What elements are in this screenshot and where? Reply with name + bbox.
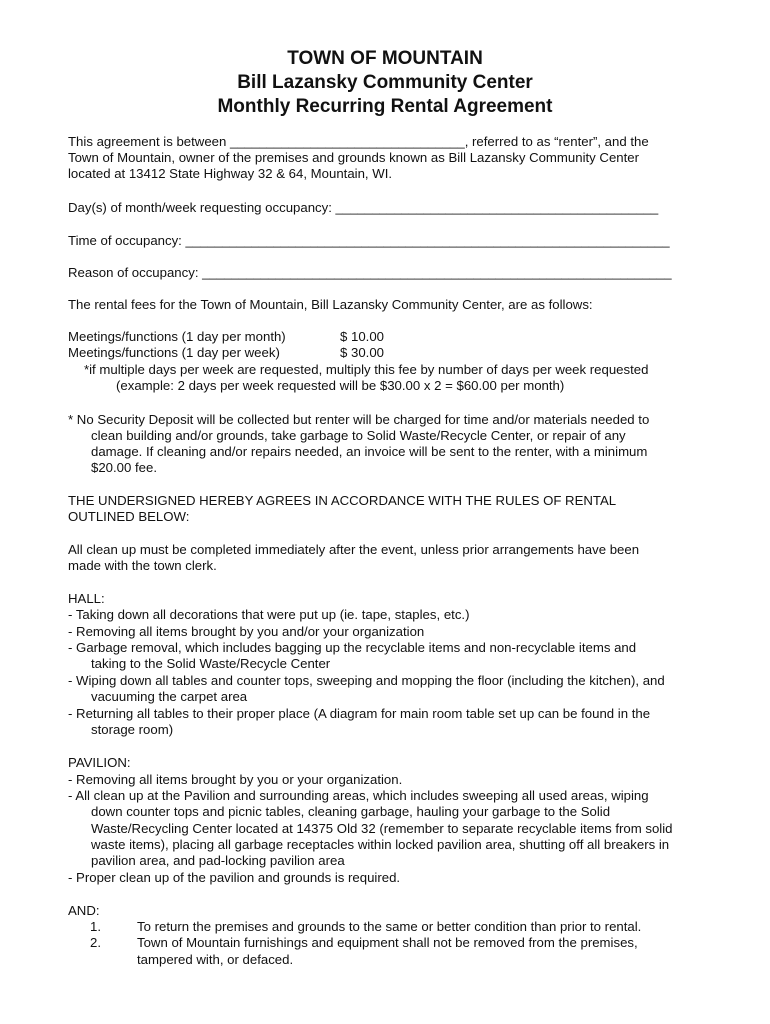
- intro-line: located at 13412 State Highway 32 & 64, Mountain, WI.: [68, 166, 393, 181]
- fee-note: *if multiple days per week are requested, multiply this fee by number of days per week requested: [84, 362, 649, 377]
- and-heading: AND:: [68, 903, 100, 918]
- hall-rule: vacuuming the carpet area: [91, 689, 248, 704]
- hall-rule: taking to the Solid Waste/Recycle Center: [91, 656, 331, 671]
- document-title-town: TOWN OF MOUNTAIN: [287, 48, 483, 69]
- document-title-agreement: Monthly Recurring Rental Agreement: [217, 96, 553, 117]
- agreement-statement: OUTLINED BELOW:: [68, 509, 190, 524]
- pavilion-rule: Waste/Recycling Center located at 14375 Old 32 (remember to separate recyclable items from solid: [91, 821, 673, 836]
- cleanup-rule: made with the town clerk.: [68, 558, 217, 573]
- pavilion-rule: - Proper clean up of the pavilion and grounds is required.: [68, 870, 401, 885]
- intro-line: Town of Mountain, owner of the premises and grounds known as Bill Lazansky Community Center: [68, 150, 640, 165]
- hall-rule: - Taking down all decorations that were put up (ie. tape, staples, etc.): [68, 607, 470, 622]
- list-number: 1.: [90, 919, 101, 934]
- hall-rule: - Wiping down all tables and counter tops, sweeping and mopping the floor (including the kitchen), and: [68, 673, 665, 688]
- fee-row: [68, 329, 710, 345]
- list-number: 2.: [90, 935, 101, 950]
- hall-rule: - Returning all tables to their proper place (A diagram for main room table set up can be found in the: [68, 706, 651, 721]
- fee-amount: $ 30.00: [340, 345, 384, 360]
- list-item: To return the premises and grounds to the same or better condition than prior to rental.: [137, 919, 642, 934]
- fees-heading: The rental fees for the Town of Mountain, Bill Lazansky Community Center, are as follows:: [68, 297, 593, 312]
- pavilion-rule: down counter tops and picnic tables, cleaning garbage, hauling your garbage to the Solid: [91, 804, 611, 819]
- document-title-center: Bill Lazansky Community Center: [237, 72, 533, 93]
- list-item: Town of Mountain furnishings and equipment shall not be removed from the premises,: [137, 935, 638, 950]
- pavilion-rule: - Removing all items brought by you or your organization.: [68, 772, 403, 787]
- fee-example: (example: 2 days per week requested will be $30.00 x 2 = $60.00 per month): [116, 378, 565, 393]
- deposit-line: $20.00 fee.: [91, 460, 157, 475]
- fee-row: [68, 345, 710, 361]
- cleanup-rule: All clean up must be completed immediately after the event, unless prior arrangements have been: [68, 542, 640, 557]
- intro-line: This agreement is between ________________________________, referred to as “renter”, and the: [68, 134, 649, 149]
- deposit-line: damage. If cleaning and/or repairs needed, an invoice will be sent to the renter, with a minimum: [91, 444, 648, 459]
- hall-rule: storage room): [91, 722, 174, 737]
- pavilion-rule: pavilion area, and pad-locking pavilion area: [91, 853, 345, 868]
- fee-label: Meetings/functions (1 day per month): [68, 329, 286, 344]
- pavilion-rule: - All clean up at the Pavilion and surrounding areas, which includes sweeping all used areas, wiping: [68, 788, 649, 803]
- pavilion-rule: waste items), placing all garbage receptacles within locked pavilion area, shutting off all breakers in: [91, 837, 670, 852]
- hall-rule: - Removing all items brought by you and/or your organization: [68, 624, 425, 639]
- deposit-line: * No Security Deposit will be collected but renter will be charged for time and/or materials needed to: [68, 412, 650, 427]
- reason-occupancy-field: Reason of occupancy: ________________________________________________________________: [68, 265, 672, 280]
- list-item-continuation: tampered with, or defaced.: [137, 952, 294, 967]
- time-occupancy-field: Time of occupancy: __________________________________________________________________: [68, 233, 670, 248]
- days-occupancy-field: Day(s) of month/week requesting occupancy: ____________________________________________: [68, 200, 659, 215]
- agreement-statement: THE UNDERSIGNED HEREBY AGREES IN ACCORDANCE WITH THE RULES OF RENTAL: [68, 493, 617, 508]
- pavilion-heading: PAVILION:: [68, 755, 131, 770]
- hall-rule: - Garbage removal, which includes bagging up the recyclable items and non-recyclable items and: [68, 640, 637, 655]
- fee-amount: $ 10.00: [340, 329, 384, 344]
- fee-label: Meetings/functions (1 day per week): [68, 345, 280, 360]
- deposit-line: clean building and/or grounds, take garbage to Solid Waste/Recycle Center, or repair of any: [91, 428, 626, 443]
- hall-heading: HALL:: [68, 591, 105, 606]
